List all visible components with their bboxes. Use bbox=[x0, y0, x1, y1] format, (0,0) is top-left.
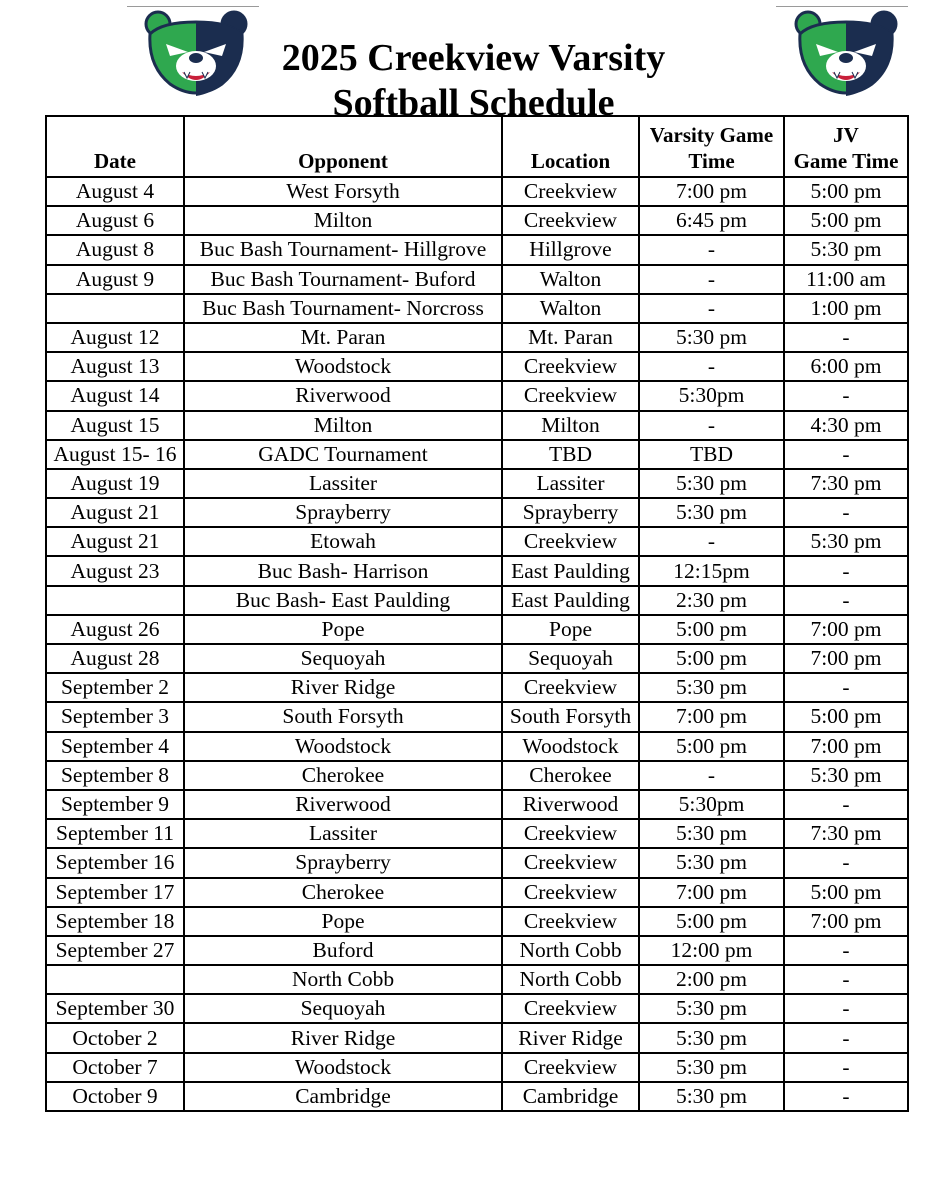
cell-opponent: GADC Tournament bbox=[184, 440, 502, 469]
cell-date: September 8 bbox=[46, 761, 184, 790]
cell-opponent: Mt. Paran bbox=[184, 323, 502, 352]
cell-jv: 5:00 pm bbox=[784, 177, 908, 206]
cell-jv: 7:30 pm bbox=[784, 819, 908, 848]
table-row bbox=[46, 177, 908, 206]
cell-opponent: Cherokee bbox=[184, 878, 502, 907]
table-row bbox=[46, 498, 908, 527]
cell-location: Milton bbox=[502, 411, 639, 440]
cell-date: September 9 bbox=[46, 790, 184, 819]
cell-opponent: Sprayberry bbox=[184, 498, 502, 527]
cell-varsity: 2:00 pm bbox=[639, 965, 784, 994]
cell-date: September 16 bbox=[46, 848, 184, 877]
cell-location: Cherokee bbox=[502, 761, 639, 790]
title-line-1: 2025 Creekview Varsity bbox=[281, 37, 666, 79]
cell-jv: - bbox=[784, 965, 908, 994]
cell-jv: - bbox=[784, 848, 908, 877]
cell-location: Pope bbox=[502, 615, 639, 644]
header-varsity-line-2: Time bbox=[688, 149, 735, 173]
cell-location: Mt. Paran bbox=[502, 323, 639, 352]
cell-opponent: Cherokee bbox=[184, 761, 502, 790]
cell-varsity: 7:00 pm bbox=[639, 702, 784, 731]
table-row bbox=[46, 381, 908, 410]
cell-opponent: Buc Bash Tournament- Norcross bbox=[184, 294, 502, 323]
cell-opponent: West Forsyth bbox=[184, 177, 502, 206]
cell-varsity: - bbox=[639, 235, 784, 264]
cell-date: August 19 bbox=[46, 469, 184, 498]
cell-location: Lassiter bbox=[502, 469, 639, 498]
cell-date: September 18 bbox=[46, 907, 184, 936]
cell-opponent: Woodstock bbox=[184, 352, 502, 381]
cell-location: Creekview bbox=[502, 352, 639, 381]
header-jv-line-1: JV bbox=[833, 123, 859, 147]
cell-jv: 1:00 pm bbox=[784, 294, 908, 323]
cell-location: Walton bbox=[502, 265, 639, 294]
cell-jv: - bbox=[784, 498, 908, 527]
cell-jv: 11:00 am bbox=[784, 265, 908, 294]
table-row bbox=[46, 673, 908, 702]
cell-opponent: Buc Bash Tournament- Hillgrove bbox=[184, 235, 502, 264]
cell-varsity: 6:45 pm bbox=[639, 206, 784, 235]
cell-jv: 4:30 pm bbox=[784, 411, 908, 440]
cell-date: October 7 bbox=[46, 1053, 184, 1082]
cell-location: TBD bbox=[502, 440, 639, 469]
cell-varsity: 7:00 pm bbox=[639, 878, 784, 907]
header-row bbox=[46, 116, 908, 177]
cell-jv: 5:30 pm bbox=[784, 235, 908, 264]
cell-location: Creekview bbox=[502, 206, 639, 235]
cell-varsity: - bbox=[639, 411, 784, 440]
cell-jv: - bbox=[784, 673, 908, 702]
header-jv-line-2: Game Time bbox=[793, 149, 899, 173]
table-row bbox=[46, 1053, 908, 1082]
cell-varsity: 5:30 pm bbox=[639, 819, 784, 848]
table-row bbox=[46, 615, 908, 644]
cell-varsity: 12:00 pm bbox=[639, 936, 784, 965]
cell-date: October 9 bbox=[46, 1082, 184, 1111]
cell-opponent: Buc Bash- Harrison bbox=[184, 556, 502, 585]
cell-location: Creekview bbox=[502, 1053, 639, 1082]
table-row bbox=[46, 761, 908, 790]
cell-date: August 21 bbox=[46, 498, 184, 527]
cell-opponent: Pope bbox=[184, 907, 502, 936]
cell-varsity: 5:30 pm bbox=[639, 848, 784, 877]
cell-date: August 28 bbox=[46, 644, 184, 673]
cell-opponent: Buc Bash- East Paulding bbox=[184, 586, 502, 615]
cell-location: Walton bbox=[502, 294, 639, 323]
cell-location: Creekview bbox=[502, 994, 639, 1023]
bear-mascot-icon bbox=[140, 8, 252, 100]
cell-jv: 7:00 pm bbox=[784, 644, 908, 673]
cell-opponent: North Cobb bbox=[184, 965, 502, 994]
cell-jv: - bbox=[784, 556, 908, 585]
table-row bbox=[46, 732, 908, 761]
cell-jv: 5:30 pm bbox=[784, 527, 908, 556]
cell-date: August 8 bbox=[46, 235, 184, 264]
cell-date bbox=[46, 586, 184, 615]
cell-location: South Forsyth bbox=[502, 702, 639, 731]
cell-date: September 11 bbox=[46, 819, 184, 848]
table-row bbox=[46, 936, 908, 965]
cell-jv: - bbox=[784, 381, 908, 410]
cell-opponent: Lassiter bbox=[184, 469, 502, 498]
table-row bbox=[46, 907, 908, 936]
cell-opponent: River Ridge bbox=[184, 1023, 502, 1052]
cell-location: Woodstock bbox=[502, 732, 639, 761]
cell-jv: - bbox=[784, 936, 908, 965]
table-row bbox=[46, 586, 908, 615]
table-row bbox=[46, 1023, 908, 1052]
table-row bbox=[46, 469, 908, 498]
cell-date: August 21 bbox=[46, 527, 184, 556]
cell-date: August 9 bbox=[46, 265, 184, 294]
cell-varsity: 5:00 pm bbox=[639, 644, 784, 673]
cell-location: River Ridge bbox=[502, 1023, 639, 1052]
cell-varsity: 5:30 pm bbox=[639, 498, 784, 527]
cell-jv: - bbox=[784, 323, 908, 352]
cell-location: Creekview bbox=[502, 878, 639, 907]
table-row bbox=[46, 411, 908, 440]
header-location: Location bbox=[502, 116, 639, 177]
header-date: Date bbox=[46, 116, 184, 177]
cell-varsity: 7:00 pm bbox=[639, 177, 784, 206]
table-row bbox=[46, 265, 908, 294]
cell-date: September 17 bbox=[46, 878, 184, 907]
cell-varsity: 5:00 pm bbox=[639, 615, 784, 644]
top-rule-left bbox=[127, 6, 259, 7]
cell-date: August 6 bbox=[46, 206, 184, 235]
cell-jv: 5:00 pm bbox=[784, 878, 908, 907]
bear-mascot-icon bbox=[790, 8, 902, 100]
cell-varsity: 5:30 pm bbox=[639, 673, 784, 702]
cell-opponent: Woodstock bbox=[184, 1053, 502, 1082]
schedule-table bbox=[45, 115, 909, 1112]
cell-opponent: Milton bbox=[184, 411, 502, 440]
header-varsity-line-1: Varsity Game bbox=[649, 123, 774, 147]
cell-opponent: Etowah bbox=[184, 527, 502, 556]
cell-varsity: 5:30 pm bbox=[639, 323, 784, 352]
cell-varsity: 5:30pm bbox=[639, 381, 784, 410]
cell-location: East Paulding bbox=[502, 586, 639, 615]
cell-opponent: Riverwood bbox=[184, 381, 502, 410]
cell-location: Riverwood bbox=[502, 790, 639, 819]
cell-jv: 7:00 pm bbox=[784, 907, 908, 936]
cell-date: September 27 bbox=[46, 936, 184, 965]
header-jv-time bbox=[784, 116, 908, 177]
cell-location: Creekview bbox=[502, 673, 639, 702]
cell-jv: 5:30 pm bbox=[784, 761, 908, 790]
cell-varsity: 2:30 pm bbox=[639, 586, 784, 615]
cell-varsity: 5:00 pm bbox=[639, 732, 784, 761]
table-row bbox=[46, 294, 908, 323]
cell-jv: - bbox=[784, 1023, 908, 1052]
cell-opponent: Sequoyah bbox=[184, 644, 502, 673]
cell-opponent: Riverwood bbox=[184, 790, 502, 819]
cell-varsity: 5:30pm bbox=[639, 790, 784, 819]
cell-jv: 6:00 pm bbox=[784, 352, 908, 381]
cell-jv: - bbox=[784, 1053, 908, 1082]
cell-varsity: 5:30 pm bbox=[639, 1023, 784, 1052]
table-row bbox=[46, 235, 908, 264]
table-row bbox=[46, 527, 908, 556]
cell-date: August 12 bbox=[46, 323, 184, 352]
cell-date: August 15- 16 bbox=[46, 440, 184, 469]
cell-jv: - bbox=[784, 440, 908, 469]
cell-location: Creekview bbox=[502, 819, 639, 848]
cell-date: October 2 bbox=[46, 1023, 184, 1052]
cell-date bbox=[46, 294, 184, 323]
header-opponent: Opponent bbox=[184, 116, 502, 177]
table-row bbox=[46, 644, 908, 673]
cell-jv: 7:30 pm bbox=[784, 469, 908, 498]
cell-jv: - bbox=[784, 1082, 908, 1111]
cell-opponent: Milton bbox=[184, 206, 502, 235]
cell-varsity: 5:30 pm bbox=[639, 994, 784, 1023]
cell-varsity: - bbox=[639, 761, 784, 790]
table-row bbox=[46, 878, 908, 907]
cell-opponent: Sprayberry bbox=[184, 848, 502, 877]
table-row bbox=[46, 323, 908, 352]
cell-location: Hillgrove bbox=[502, 235, 639, 264]
title-line-2: Softball Schedule bbox=[332, 82, 615, 124]
cell-location: East Paulding bbox=[502, 556, 639, 585]
cell-date bbox=[46, 965, 184, 994]
cell-date: September 4 bbox=[46, 732, 184, 761]
cell-varsity: - bbox=[639, 527, 784, 556]
cell-date: September 3 bbox=[46, 702, 184, 731]
page-title bbox=[260, 36, 687, 126]
cell-varsity: 12:15pm bbox=[639, 556, 784, 585]
cell-jv: 7:00 pm bbox=[784, 615, 908, 644]
cell-location: Creekview bbox=[502, 177, 639, 206]
cell-date: August 14 bbox=[46, 381, 184, 410]
table-row bbox=[46, 556, 908, 585]
cell-jv: 5:00 pm bbox=[784, 702, 908, 731]
cell-location: North Cobb bbox=[502, 965, 639, 994]
cell-varsity: 5:30 pm bbox=[639, 1053, 784, 1082]
cell-location: Cambridge bbox=[502, 1082, 639, 1111]
table-row bbox=[46, 206, 908, 235]
cell-varsity: 5:30 pm bbox=[639, 469, 784, 498]
cell-location: Sprayberry bbox=[502, 498, 639, 527]
cell-jv: - bbox=[784, 586, 908, 615]
cell-opponent: River Ridge bbox=[184, 673, 502, 702]
cell-location: Sequoyah bbox=[502, 644, 639, 673]
cell-opponent: South Forsyth bbox=[184, 702, 502, 731]
cell-jv: - bbox=[784, 790, 908, 819]
cell-varsity: 5:00 pm bbox=[639, 907, 784, 936]
cell-varsity: - bbox=[639, 265, 784, 294]
cell-location: Creekview bbox=[502, 848, 639, 877]
cell-date: August 15 bbox=[46, 411, 184, 440]
cell-location: North Cobb bbox=[502, 936, 639, 965]
cell-varsity: 5:30 pm bbox=[639, 1082, 784, 1111]
cell-opponent: Sequoyah bbox=[184, 994, 502, 1023]
table-row bbox=[46, 819, 908, 848]
table-row bbox=[46, 440, 908, 469]
cell-location: Creekview bbox=[502, 907, 639, 936]
table-row bbox=[46, 352, 908, 381]
table-row bbox=[46, 702, 908, 731]
cell-jv: - bbox=[784, 994, 908, 1023]
schedule-body bbox=[46, 177, 908, 1111]
cell-opponent: Pope bbox=[184, 615, 502, 644]
cell-opponent: Woodstock bbox=[184, 732, 502, 761]
cell-opponent: Cambridge bbox=[184, 1082, 502, 1111]
cell-date: August 13 bbox=[46, 352, 184, 381]
cell-varsity: - bbox=[639, 294, 784, 323]
table-row bbox=[46, 1082, 908, 1111]
cell-date: September 2 bbox=[46, 673, 184, 702]
cell-date: August 26 bbox=[46, 615, 184, 644]
cell-jv: 7:00 pm bbox=[784, 732, 908, 761]
cell-date: August 4 bbox=[46, 177, 184, 206]
cell-location: Creekview bbox=[502, 381, 639, 410]
table-row bbox=[46, 994, 908, 1023]
cell-location: Creekview bbox=[502, 527, 639, 556]
cell-opponent: Lassiter bbox=[184, 819, 502, 848]
cell-opponent: Buc Bash Tournament- Buford bbox=[184, 265, 502, 294]
cell-jv: 5:00 pm bbox=[784, 206, 908, 235]
cell-varsity: TBD bbox=[639, 440, 784, 469]
cell-date: September 30 bbox=[46, 994, 184, 1023]
table-row bbox=[46, 965, 908, 994]
table-row bbox=[46, 848, 908, 877]
cell-opponent: Buford bbox=[184, 936, 502, 965]
cell-varsity: - bbox=[639, 352, 784, 381]
cell-date: August 23 bbox=[46, 556, 184, 585]
top-rule-right bbox=[776, 6, 908, 7]
header-varsity-time bbox=[639, 116, 784, 177]
table-row bbox=[46, 790, 908, 819]
